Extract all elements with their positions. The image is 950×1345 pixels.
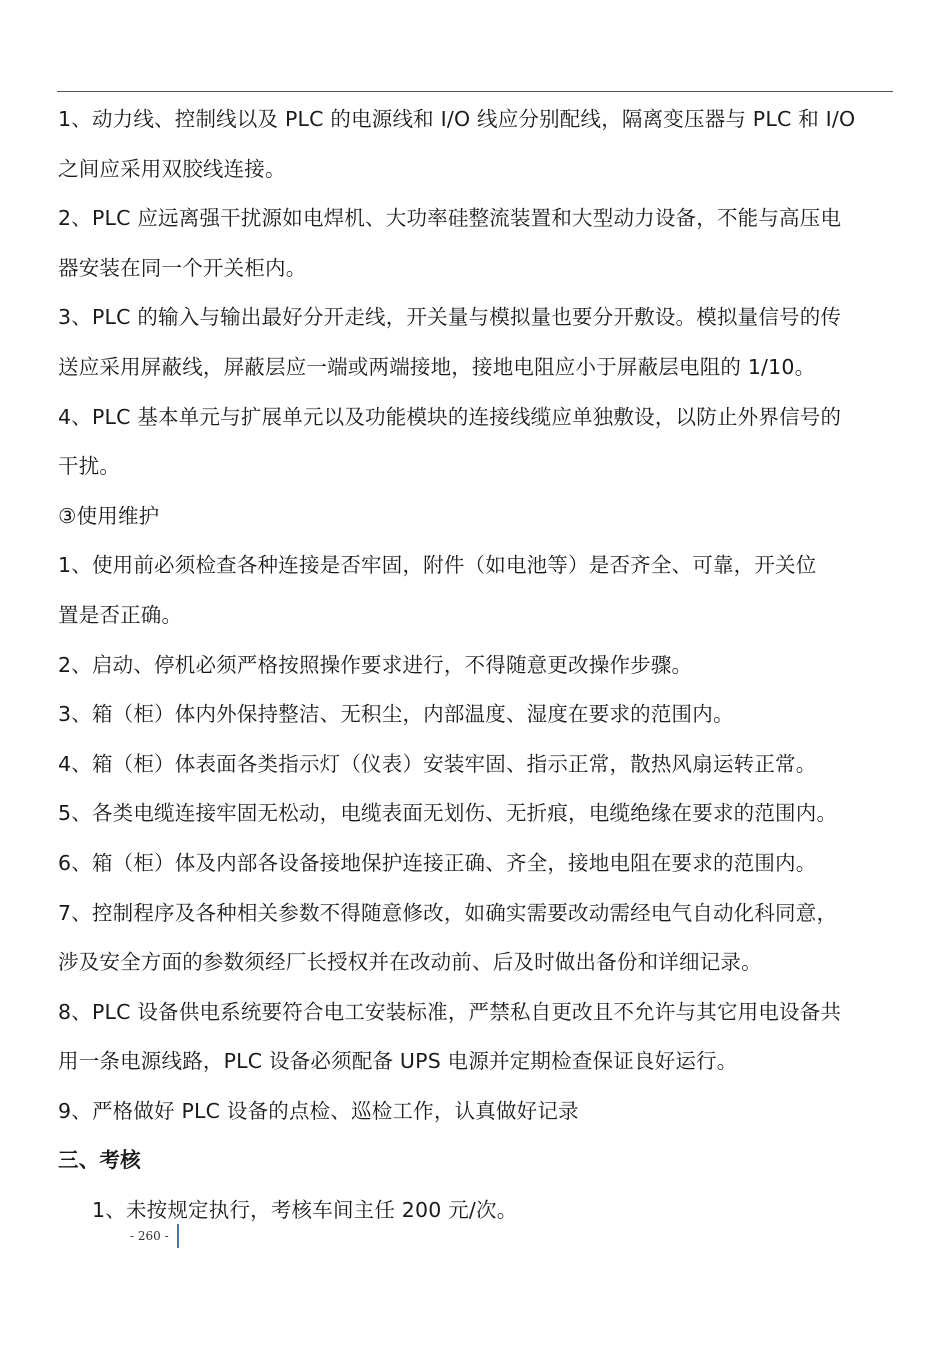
subsection-title: ③使用维护 <box>58 503 160 528</box>
text-line: 8、PLC 设备供电系统要符合电工安装标准，严禁私自更改且不允许与其它用电设备共 <box>58 999 842 1024</box>
text-line: 2、启动、停机必须严格按照操作要求进行，不得随意更改操作步骤。 <box>58 652 693 677</box>
text-line: 4、PLC 基本单元与扩展单元以及功能模块的连接线缆应单独敷设，以防止外界信号的 <box>58 404 842 429</box>
text-line: 涉及安全方面的参数须经厂长授权并在改动前、后及时做出备份和详细记录。 <box>58 950 762 975</box>
header-rule <box>57 91 893 92</box>
text-line: 干扰。 <box>58 454 121 479</box>
text-line: 1、使用前必须检查各种连接是否牢固，附件（如电池等）是否齐全、可靠，开关位 <box>58 553 817 578</box>
page-footer <box>130 1224 179 1248</box>
text-line: 置是否正确。 <box>58 602 183 627</box>
text-line: 器安装在同一个开关柜内。 <box>58 255 307 280</box>
text-line: 1、动力线、控制线以及 PLC 的电源线和 I/O 线应分别配线，隔离变压器与 PLC 和 I/O <box>58 107 856 131</box>
text-line: 送应采用屏蔽线，屏蔽层应一端或两端接地，接地电阻应小于屏蔽层电阻的 1/10。 <box>58 354 816 379</box>
text-line: 9、严格做好 PLC 设备的点检、巡检工作，认真做好记录 <box>58 1098 579 1123</box>
text-line: 7、控制程序及各种相关参数不得随意修改，如确实需要改动需经电气自动化科同意， <box>58 900 838 925</box>
text-line: 2、PLC 应远离强干扰源如电焊机、大功率硅整流装置和大型动力设备，不能与高压电 <box>58 206 842 231</box>
text-line: 3、箱（柜）体内外保持整洁、无积尘，内部温度、湿度在要求的范围内。 <box>58 702 734 727</box>
text-line: 用一条电源线路，PLC 设备必须配备 UPS 电源并定期检查保证良好运行。 <box>58 1049 738 1074</box>
section-heading: 三、考核 <box>58 1148 141 1173</box>
text-line: 之间应采用双胶线连接。 <box>58 156 286 181</box>
text-line: 3、PLC 的输入与输出最好分开走线，开关量与模拟量也要分开敷设。模拟量信号的传 <box>58 305 842 330</box>
text-line: 5、各类电缆连接牢固无松动，电缆表面无划伤、无折痕，电缆绝缘在要求的范围内。 <box>58 801 838 826</box>
text-line: 4、箱（柜）体表面各类指示灯（仪表）安装牢固、指示正常，散热风扇运转正常。 <box>58 751 817 776</box>
page-number: - 260 - <box>130 1229 169 1243</box>
assessment-item: 1、未按规定执行，考核车间主任 200 元/次。 <box>92 1198 518 1223</box>
document-body <box>58 95 888 1236</box>
page-marker-bar <box>177 1224 179 1248</box>
text-line: 6、箱（柜）体及内部各设备接地保护连接正确、齐全，接地电阻在要求的范围内。 <box>58 850 817 875</box>
